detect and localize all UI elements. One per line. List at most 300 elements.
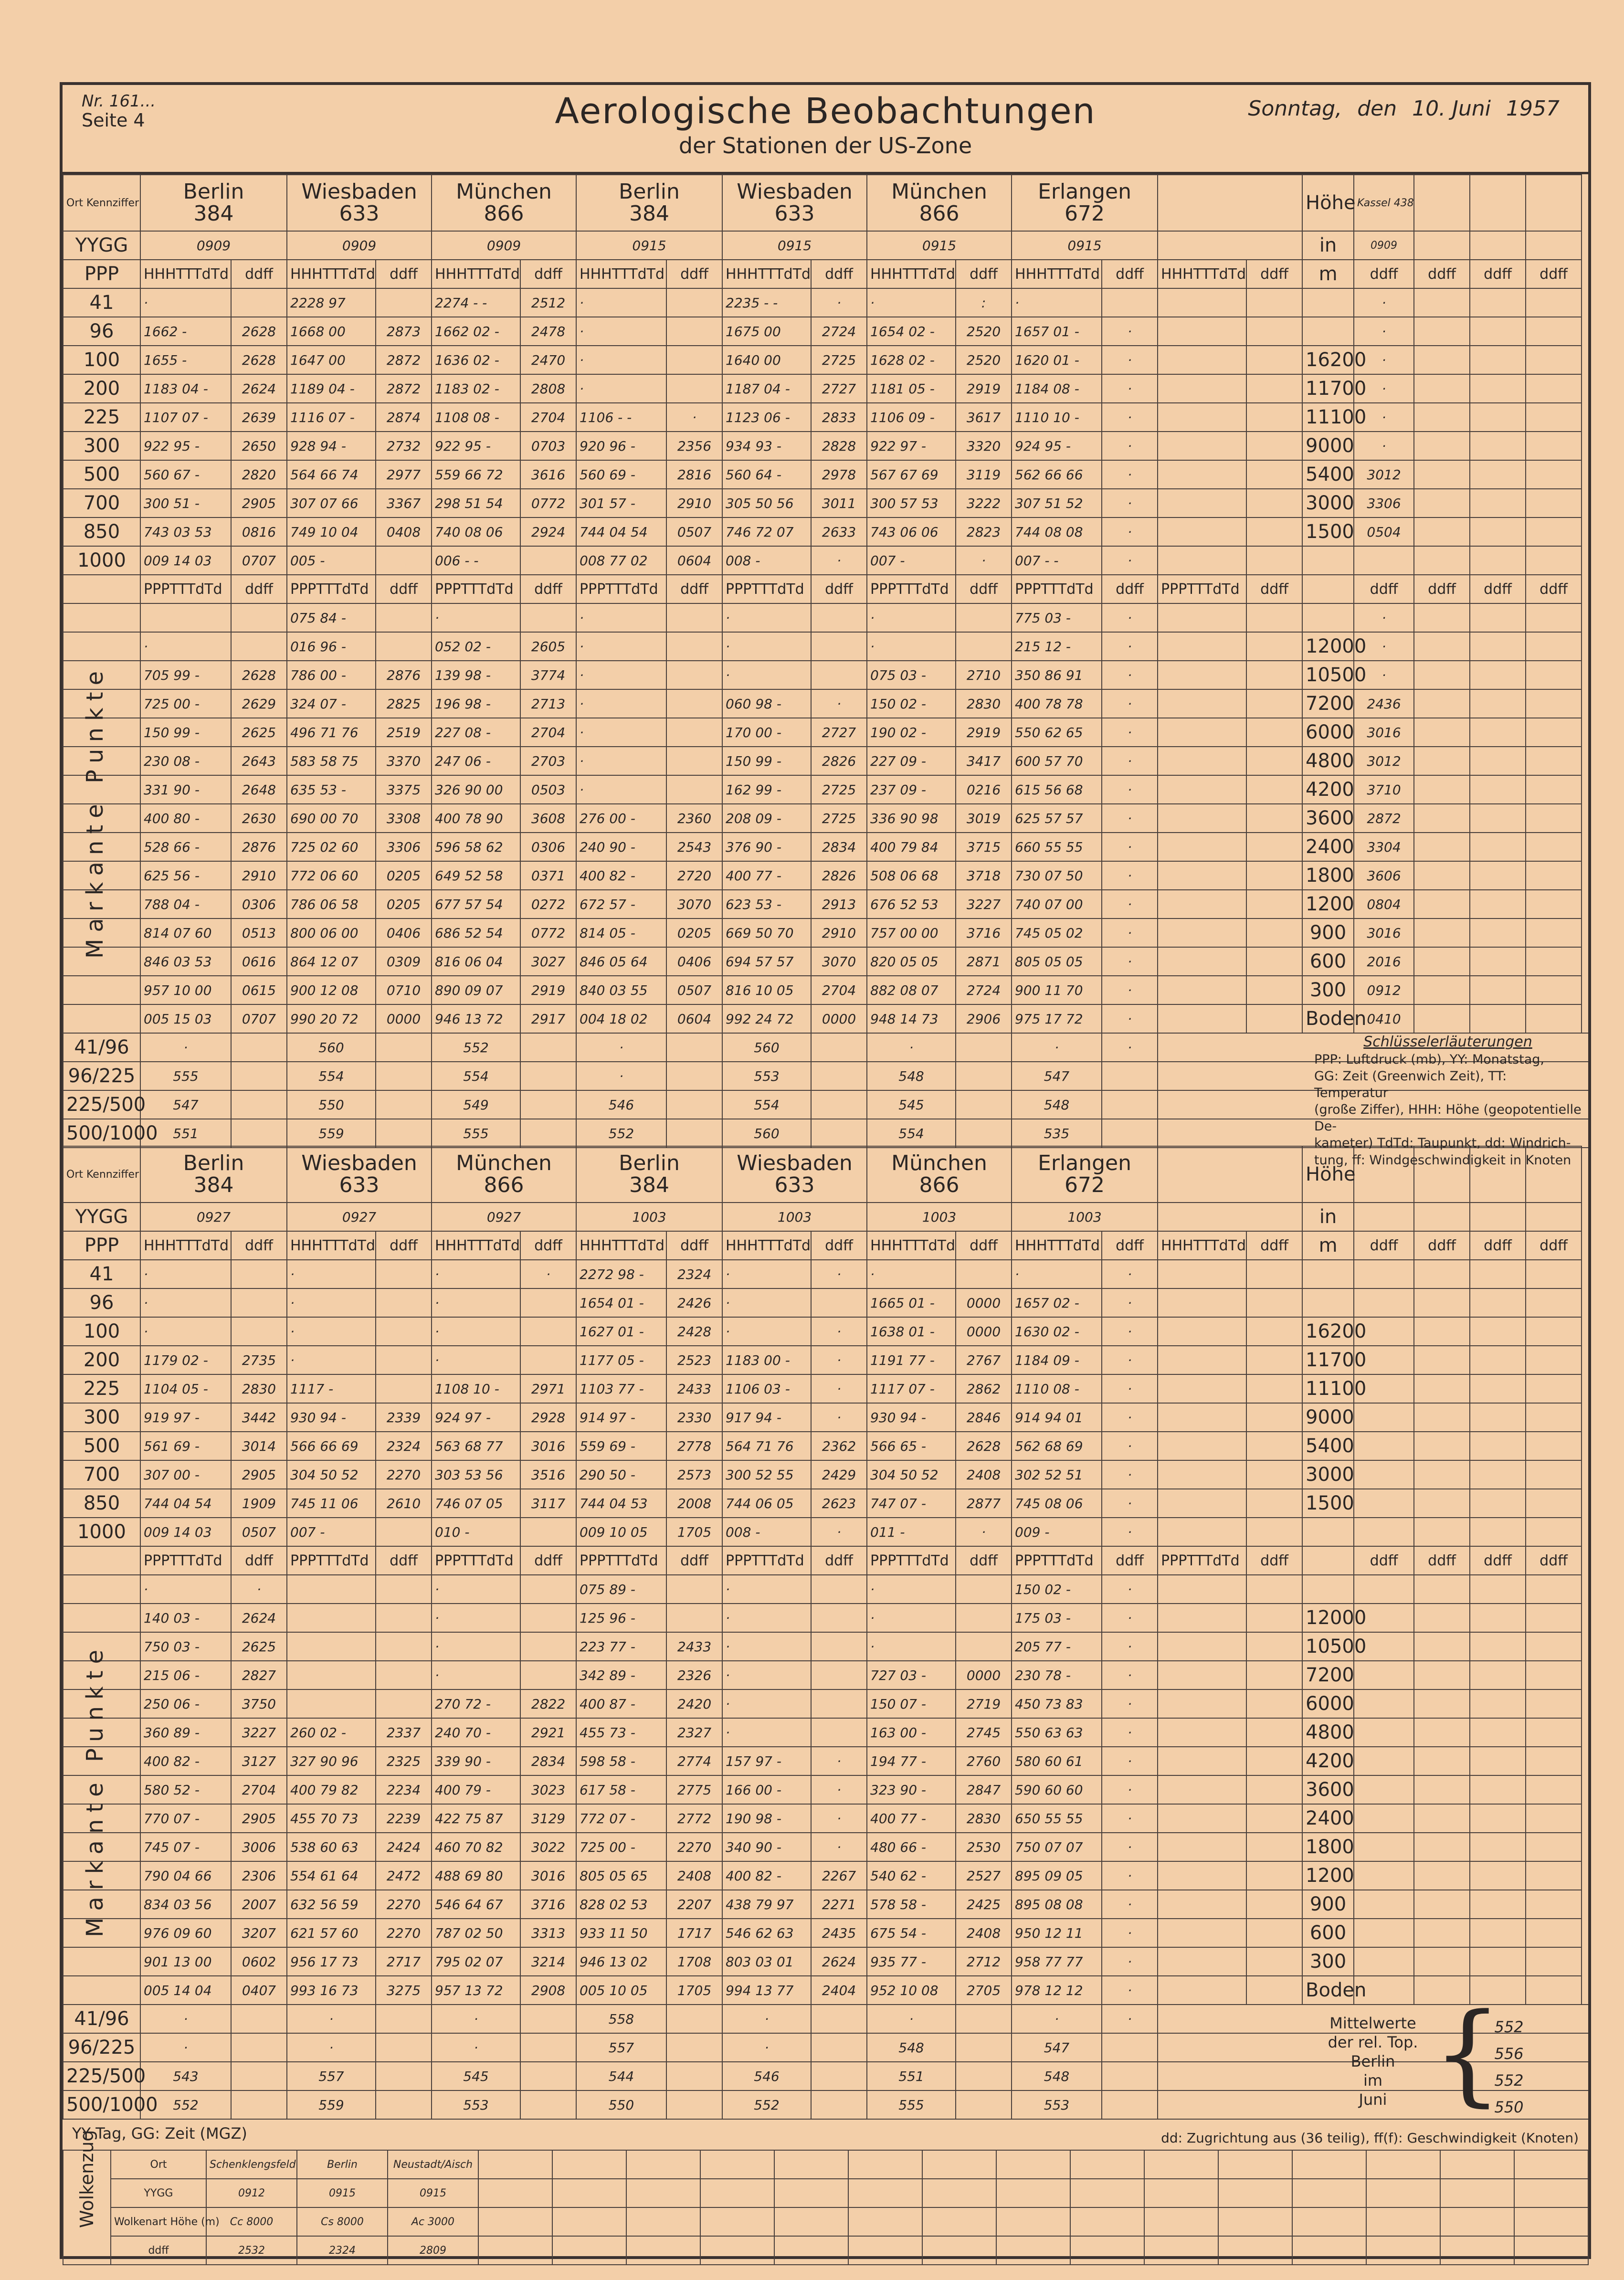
ddff-value: 0513 [231, 918, 287, 947]
ddff-value: 1705 [666, 1976, 722, 2005]
hhh-value: · [1012, 288, 1102, 317]
ppp-value: 786 06 58 [287, 890, 376, 918]
ddff-value [811, 632, 867, 661]
ddff-value: 0205 [376, 861, 432, 890]
empty-cell [1526, 861, 1582, 890]
empty-cell [1470, 1403, 1526, 1432]
ppp-value: 480 66 - [867, 1833, 956, 1861]
ddff-value: · [1102, 317, 1158, 346]
empty-cell [63, 1546, 140, 1575]
ddff-value [666, 2033, 722, 2062]
empty-cell [1514, 2150, 1588, 2179]
thickness-value: 559 [287, 2090, 376, 2119]
empty-cell [1158, 546, 1246, 575]
ddff-value [376, 2062, 432, 2090]
ddff-value: 2910 [811, 918, 867, 947]
empty-cell [1470, 1260, 1526, 1288]
markante-row [63, 1661, 1588, 1689]
ddff-value: 2324 [666, 1260, 722, 1288]
pressure-level: 100 [63, 346, 140, 374]
ddff-value [376, 1346, 432, 1374]
empty-cell [1414, 890, 1470, 918]
height-value: 6000 [1302, 1689, 1354, 1718]
empty-cell [1414, 775, 1470, 804]
ddff-value: · [1102, 1346, 1158, 1374]
ddff-value: 2917 [520, 1004, 576, 1033]
empty-cell [1158, 861, 1246, 890]
hhh-value: 011 - [867, 1518, 956, 1546]
ddff-value [956, 1033, 1012, 1062]
observation-sheet [60, 82, 1591, 2259]
ddff-value: 2727 [811, 718, 867, 747]
ppp-value: 250 06 - [140, 1689, 231, 1718]
hhh-value: 2228 97 [287, 288, 376, 317]
wolkenzug-text: Wolkenzug [76, 2130, 97, 2228]
ppp-value: 005 15 03 [140, 1004, 231, 1033]
standard-level-row [63, 1518, 1588, 1546]
ppp-col-header: PPPTTTdTd [140, 1546, 231, 1575]
thickness-value: 560 [722, 1033, 811, 1062]
ort-kennziffer-label: Ort Kennziffer [63, 1146, 140, 1203]
standard-level-row [63, 1374, 1588, 1403]
empty-cell [1158, 1833, 1246, 1861]
ppp-value: 786 00 - [287, 661, 376, 689]
hhh-value: 2272 98 - [576, 1260, 666, 1288]
ddff-value: · [1102, 890, 1158, 918]
kassel-value [1354, 1432, 1414, 1460]
ddff-value: 2745 [956, 1718, 1012, 1747]
height-value: 6000 [1302, 718, 1354, 747]
ddff-value: 2905 [231, 1804, 287, 1833]
markante-row [63, 918, 1588, 947]
standard-level-row [63, 1489, 1588, 1518]
empty-cell [1470, 288, 1526, 317]
height-value [1302, 1518, 1354, 1546]
ddff-value: 2270 [666, 1833, 722, 1861]
thickness-value: 548 [1012, 2062, 1102, 2090]
height-value: 600 [1302, 947, 1354, 976]
markante-row [63, 775, 1588, 804]
ddff-value: 1705 [666, 1518, 722, 1546]
ddff-value: 2823 [956, 517, 1012, 546]
station-code: 384 [629, 1173, 669, 1197]
ppp-value: · [722, 1604, 811, 1632]
ppp-label: PPP [63, 260, 140, 288]
markante-row [63, 1004, 1588, 1033]
in-label: in [1302, 231, 1354, 260]
ddff-value: 0615 [231, 976, 287, 1004]
ddff-value: 2527 [956, 1861, 1012, 1890]
empty-station-cell [1158, 1146, 1302, 1203]
height-value: 1500 [1302, 1489, 1354, 1518]
markante-label-cell [63, 1947, 140, 1976]
thickness-value: · [576, 1062, 666, 1090]
ddff-value: 2704 [520, 718, 576, 747]
ppp-value: 596 58 62 [432, 833, 520, 861]
empty-cell [1292, 2207, 1366, 2236]
hhh-value: 559 66 72 [432, 460, 520, 489]
ddff-value: 0703 [520, 432, 576, 460]
ddff-col-header: ddff [1470, 575, 1526, 603]
ddff-value [666, 1119, 722, 1148]
ppp-value: 150 02 - [867, 689, 956, 718]
ppp-value: 625 57 57 [1012, 804, 1102, 833]
height-value [1302, 288, 1354, 317]
ddff-value: 3617 [956, 403, 1012, 432]
hhh-value: 924 97 - [432, 1403, 520, 1432]
ppp-value: 339 90 - [432, 1747, 520, 1775]
ddff-col-header: ddff [1414, 1231, 1470, 1260]
ppp-header-row [63, 1231, 1588, 1260]
ddff-value: 2924 [520, 517, 576, 546]
hhh-value: · [432, 1260, 520, 1288]
empty-cell [1414, 546, 1470, 575]
ppp-value: · [432, 1632, 520, 1661]
hhh-value: 745 08 06 [1012, 1489, 1102, 1518]
ddff-col-header: ddff [1354, 260, 1414, 288]
ddff-value: 2834 [520, 1747, 576, 1775]
ddff-value: 3016 [520, 1432, 576, 1460]
ddff-value: 2873 [376, 317, 432, 346]
ddff-value [956, 2033, 1012, 2062]
empty-cell [1526, 1203, 1582, 1231]
standard-level-row [63, 1260, 1588, 1288]
empty-cell [1470, 661, 1526, 689]
kassel-value [1354, 1460, 1414, 1489]
empty-cell [1526, 775, 1582, 804]
thickness-value: 557 [576, 2033, 666, 2062]
standard-level-row [63, 1288, 1588, 1317]
ppp-value: 900 12 08 [287, 976, 376, 1004]
ddff-value: · [1102, 1518, 1158, 1546]
ddff-value: · [811, 1747, 867, 1775]
yygg-value: 0915 [867, 231, 1012, 260]
ppp-value: 816 10 05 [722, 976, 811, 1004]
ddff-value: 0309 [376, 947, 432, 976]
ddff-value: 3127 [231, 1747, 287, 1775]
empty-cell [1526, 1403, 1582, 1432]
ddff-value: · [1102, 489, 1158, 517]
empty-cell [1158, 288, 1246, 317]
thickness-value: 560 [287, 1033, 376, 1062]
kassel-value: 3016 [1354, 718, 1414, 747]
empty-cell [1158, 947, 1246, 976]
thickness-value: 557 [287, 2062, 376, 2090]
pressure-level: 96 [63, 317, 140, 346]
height-value: 3000 [1302, 489, 1354, 517]
yygg-value: 1003 [867, 1203, 1012, 1231]
markante-row [63, 890, 1588, 918]
ppp-value: · [722, 1575, 811, 1604]
hhh-value: 1638 01 - [867, 1317, 956, 1346]
hhh-value: 1183 00 - [722, 1346, 811, 1374]
ppp-value: 166 00 - [722, 1775, 811, 1804]
empty-cell [1526, 317, 1582, 346]
ddff-value: · [1102, 747, 1158, 775]
ddff-value: · [1102, 661, 1158, 689]
height-value: 4200 [1302, 1747, 1354, 1775]
empty-cell [1246, 1004, 1302, 1033]
empty-cell [1158, 1890, 1246, 1919]
empty-cell [1526, 1432, 1582, 1460]
hhh-value: 562 66 66 [1012, 460, 1102, 489]
markante-label-cell [63, 1604, 140, 1632]
height-value: 10500 [1302, 1632, 1354, 1661]
empty-cell [1158, 1604, 1246, 1632]
ddff-value: 3320 [956, 432, 1012, 460]
ddff-value: 2326 [666, 1661, 722, 1689]
hhh-value: 1110 08 - [1012, 1374, 1102, 1403]
ppp-value: · [140, 1575, 231, 1604]
height-value: 4200 [1302, 775, 1354, 804]
ddff-value: 2325 [376, 1747, 432, 1775]
ddff-value: 2337 [376, 1718, 432, 1747]
hhh-value: 1108 10 - [432, 1374, 520, 1403]
ppp-value: 336 90 98 [867, 804, 956, 833]
hhh-value: 2235 - - [722, 288, 811, 317]
standard-level-row [63, 1460, 1588, 1489]
yygg-value: 0909 [432, 231, 576, 260]
ddff-value: · [1102, 1489, 1158, 1518]
standard-level-row [63, 489, 1588, 517]
ddff-value: 2725 [811, 346, 867, 374]
ppp-value: 814 07 60 [140, 918, 231, 947]
ppp-value: 230 08 - [140, 747, 231, 775]
empty-cell [1414, 1460, 1470, 1489]
thickness-value: · [867, 1033, 956, 1062]
ddff-value [231, 288, 287, 317]
ddff-value: 0272 [520, 890, 576, 918]
hhh-value: 1106 09 - [867, 403, 956, 432]
ppp-value: 578 58 - [867, 1890, 956, 1919]
empty-cell [1292, 2236, 1366, 2265]
ddff-value: · [811, 1833, 867, 1861]
ddff-value [956, 2005, 1012, 2033]
hhh-value: 1665 01 - [867, 1288, 956, 1317]
hhh-value: 1657 02 - [1012, 1288, 1102, 1317]
ddff-value: 3608 [520, 804, 576, 833]
ddff-value [376, 1062, 432, 1090]
empty-cell [1470, 1518, 1526, 1546]
ppp-value: 725 02 60 [287, 833, 376, 861]
height-value [1302, 1260, 1354, 1288]
hhh-value: 917 94 - [722, 1403, 811, 1432]
ppp-value: 994 13 77 [722, 1976, 811, 2005]
empty-cell [1218, 2150, 1292, 2179]
hhh-value: 307 07 66 [287, 489, 376, 517]
hhh-value: 1191 77 - [867, 1346, 956, 1374]
empty-cell [1158, 1346, 1246, 1374]
height-value: 11700 [1302, 1346, 1354, 1374]
kassel-value [1354, 1689, 1414, 1718]
empty-cell [1470, 1604, 1526, 1632]
ddff-value: 3375 [376, 775, 432, 804]
ddff-value: 2628 [231, 661, 287, 689]
ddff-value: 2643 [231, 747, 287, 775]
hhh-value: · [432, 1288, 520, 1317]
ddff-value: 2775 [666, 1775, 722, 1804]
ddff-value: 2834 [811, 833, 867, 861]
ddff-value [376, 632, 432, 661]
height-value: 9000 [1302, 1403, 1354, 1432]
ddff-value: 2928 [520, 1403, 576, 1432]
empty-cell [1158, 775, 1246, 804]
layer-label: 225/500 [63, 2062, 140, 2090]
kassel-yygg: 0909 [1354, 231, 1414, 260]
ppp-value: 438 79 97 [722, 1890, 811, 1919]
ddff-value: 3207 [231, 1919, 287, 1947]
ppp-value: 004 18 02 [576, 1004, 666, 1033]
ddff-value: 0507 [666, 517, 722, 546]
station-code: 672 [1065, 201, 1105, 226]
empty-cell [1158, 804, 1246, 833]
ddff-value [231, 1062, 287, 1090]
ppp-value: · [867, 1632, 956, 1661]
ddff-value [376, 546, 432, 575]
ddff-col-header: ddff [1246, 575, 1302, 603]
empty-cell [1246, 288, 1302, 317]
hoehe-label: Höhe [1302, 175, 1354, 231]
station-cell [722, 175, 867, 231]
date-line [1239, 96, 1560, 121]
empty-cell [1246, 1890, 1302, 1919]
empty-cell [1246, 1575, 1302, 1604]
empty-cell [1246, 1460, 1302, 1489]
ddff-value: 2872 [376, 346, 432, 374]
station-name: Berlin [619, 179, 680, 204]
ddff-col-header: ddff [811, 1546, 867, 1575]
height-value: 1200 [1302, 890, 1354, 918]
ppp-value: 946 13 02 [576, 1947, 666, 1976]
thickness-value: 552 [140, 2090, 231, 2119]
ddff-value: 2628 [231, 317, 287, 346]
ddff-value: · [1102, 1632, 1158, 1661]
wolkenzug-value: Cs 8000 [297, 2207, 388, 2236]
thickness-value: · [287, 2005, 376, 2033]
ppp-value: · [722, 1661, 811, 1689]
empty-cell [1470, 1432, 1526, 1460]
ddff-value: 2830 [231, 1374, 287, 1403]
ddff-value: 2704 [231, 1775, 287, 1804]
ddff-value: · [1102, 1861, 1158, 1890]
ppp-value: · [867, 1604, 956, 1632]
height-value [1302, 546, 1354, 575]
ppp-value: · [576, 603, 666, 632]
hhh-value: · [432, 1317, 520, 1346]
station-cell [722, 1146, 867, 1203]
hhh-value: 300 52 55 [722, 1460, 811, 1489]
thickness-value: · [432, 2005, 520, 2033]
ddff-value: 2816 [666, 460, 722, 489]
empty-cell [1470, 460, 1526, 489]
yygg-row [63, 1203, 1588, 1231]
ddff-value: 3716 [520, 1890, 576, 1919]
yygg-value: 0909 [287, 231, 432, 260]
markante-row [63, 1947, 1588, 1976]
empty-cell [1414, 747, 1470, 775]
ppp-value: 993 16 73 [287, 1976, 376, 2005]
empty-cell [1246, 603, 1302, 632]
ppp-value: 196 98 - [432, 689, 520, 718]
empty-cell [1144, 2150, 1218, 2179]
ppp-value: · [576, 718, 666, 747]
ppp-value: 580 60 61 [1012, 1747, 1102, 1775]
height-value: 4800 [1302, 747, 1354, 775]
empty-cell [1526, 689, 1582, 718]
markante-label-cell [63, 632, 140, 661]
empty-cell [1302, 575, 1354, 603]
thickness-value: 544 [576, 2062, 666, 2090]
empty-cell [1158, 1004, 1246, 1033]
empty-cell [996, 2179, 1070, 2207]
empty-cell [1246, 976, 1302, 1004]
ddff-value: · [1102, 432, 1158, 460]
ddff-col-header: ddff [1354, 575, 1414, 603]
standard-level-row [63, 403, 1588, 432]
ddff-value [956, 2062, 1012, 2090]
hhh-value: 307 51 52 [1012, 489, 1102, 517]
ppp-value: 400 77 - [867, 1804, 956, 1833]
kassel-value [1354, 1833, 1414, 1861]
empty-cell [1414, 632, 1470, 661]
layer-label: 41/96 [63, 1033, 140, 1062]
ppp-value: 528 66 - [140, 833, 231, 861]
hhh-value: 1675 00 [722, 317, 811, 346]
mittel-label-line: der rel. Top. [1328, 2033, 1418, 2051]
thickness-value: 545 [432, 2062, 520, 2090]
ppp-value: 400 78 78 [1012, 689, 1102, 718]
station-name: Berlin [183, 179, 244, 204]
ddff-value [231, 1033, 287, 1062]
ddff-col-header: ddff [1470, 1231, 1526, 1260]
empty-cell [1158, 918, 1246, 947]
ddff-value: 0616 [231, 947, 287, 976]
yygg-label: YYGG [63, 1203, 140, 1231]
ppp-value: 422 75 87 [432, 1804, 520, 1833]
markante-row [63, 1604, 1588, 1632]
empty-cell [1366, 2150, 1440, 2179]
ddff-value: 2234 [376, 1775, 432, 1804]
table-block-2 [63, 1146, 1588, 2120]
ddff-value: 2910 [666, 489, 722, 517]
ppp-value: 816 06 04 [432, 947, 520, 976]
ddff-value: 2270 [376, 1919, 432, 1947]
layer-label: 500/1000 [63, 2090, 140, 2119]
empty-cell [1414, 804, 1470, 833]
m-label: m [1302, 260, 1354, 288]
empty-cell [1246, 1775, 1302, 1804]
ddff-value [666, 346, 722, 374]
hhh-value: 1662 02 - [432, 317, 520, 346]
ddff-value: 3308 [376, 804, 432, 833]
ddff-value: · [1102, 976, 1158, 1004]
empty-cell [1526, 460, 1582, 489]
ddff-value: · [1102, 1775, 1158, 1804]
pressure-level: 200 [63, 374, 140, 403]
standard-level-row [63, 1346, 1588, 1374]
empty-cell [1158, 1575, 1246, 1604]
hhh-value: · [867, 288, 956, 317]
ppp-value: · [576, 775, 666, 804]
kassel-value [1354, 1575, 1414, 1604]
ddff-value [231, 632, 287, 661]
ppp-value: 227 09 - [867, 747, 956, 775]
empty-cell [1158, 1919, 1246, 1947]
empty-cell [1470, 1575, 1526, 1604]
empty-cell [1526, 1804, 1582, 1833]
ddff-value: 2420 [666, 1689, 722, 1718]
markante-row [63, 1575, 1588, 1604]
